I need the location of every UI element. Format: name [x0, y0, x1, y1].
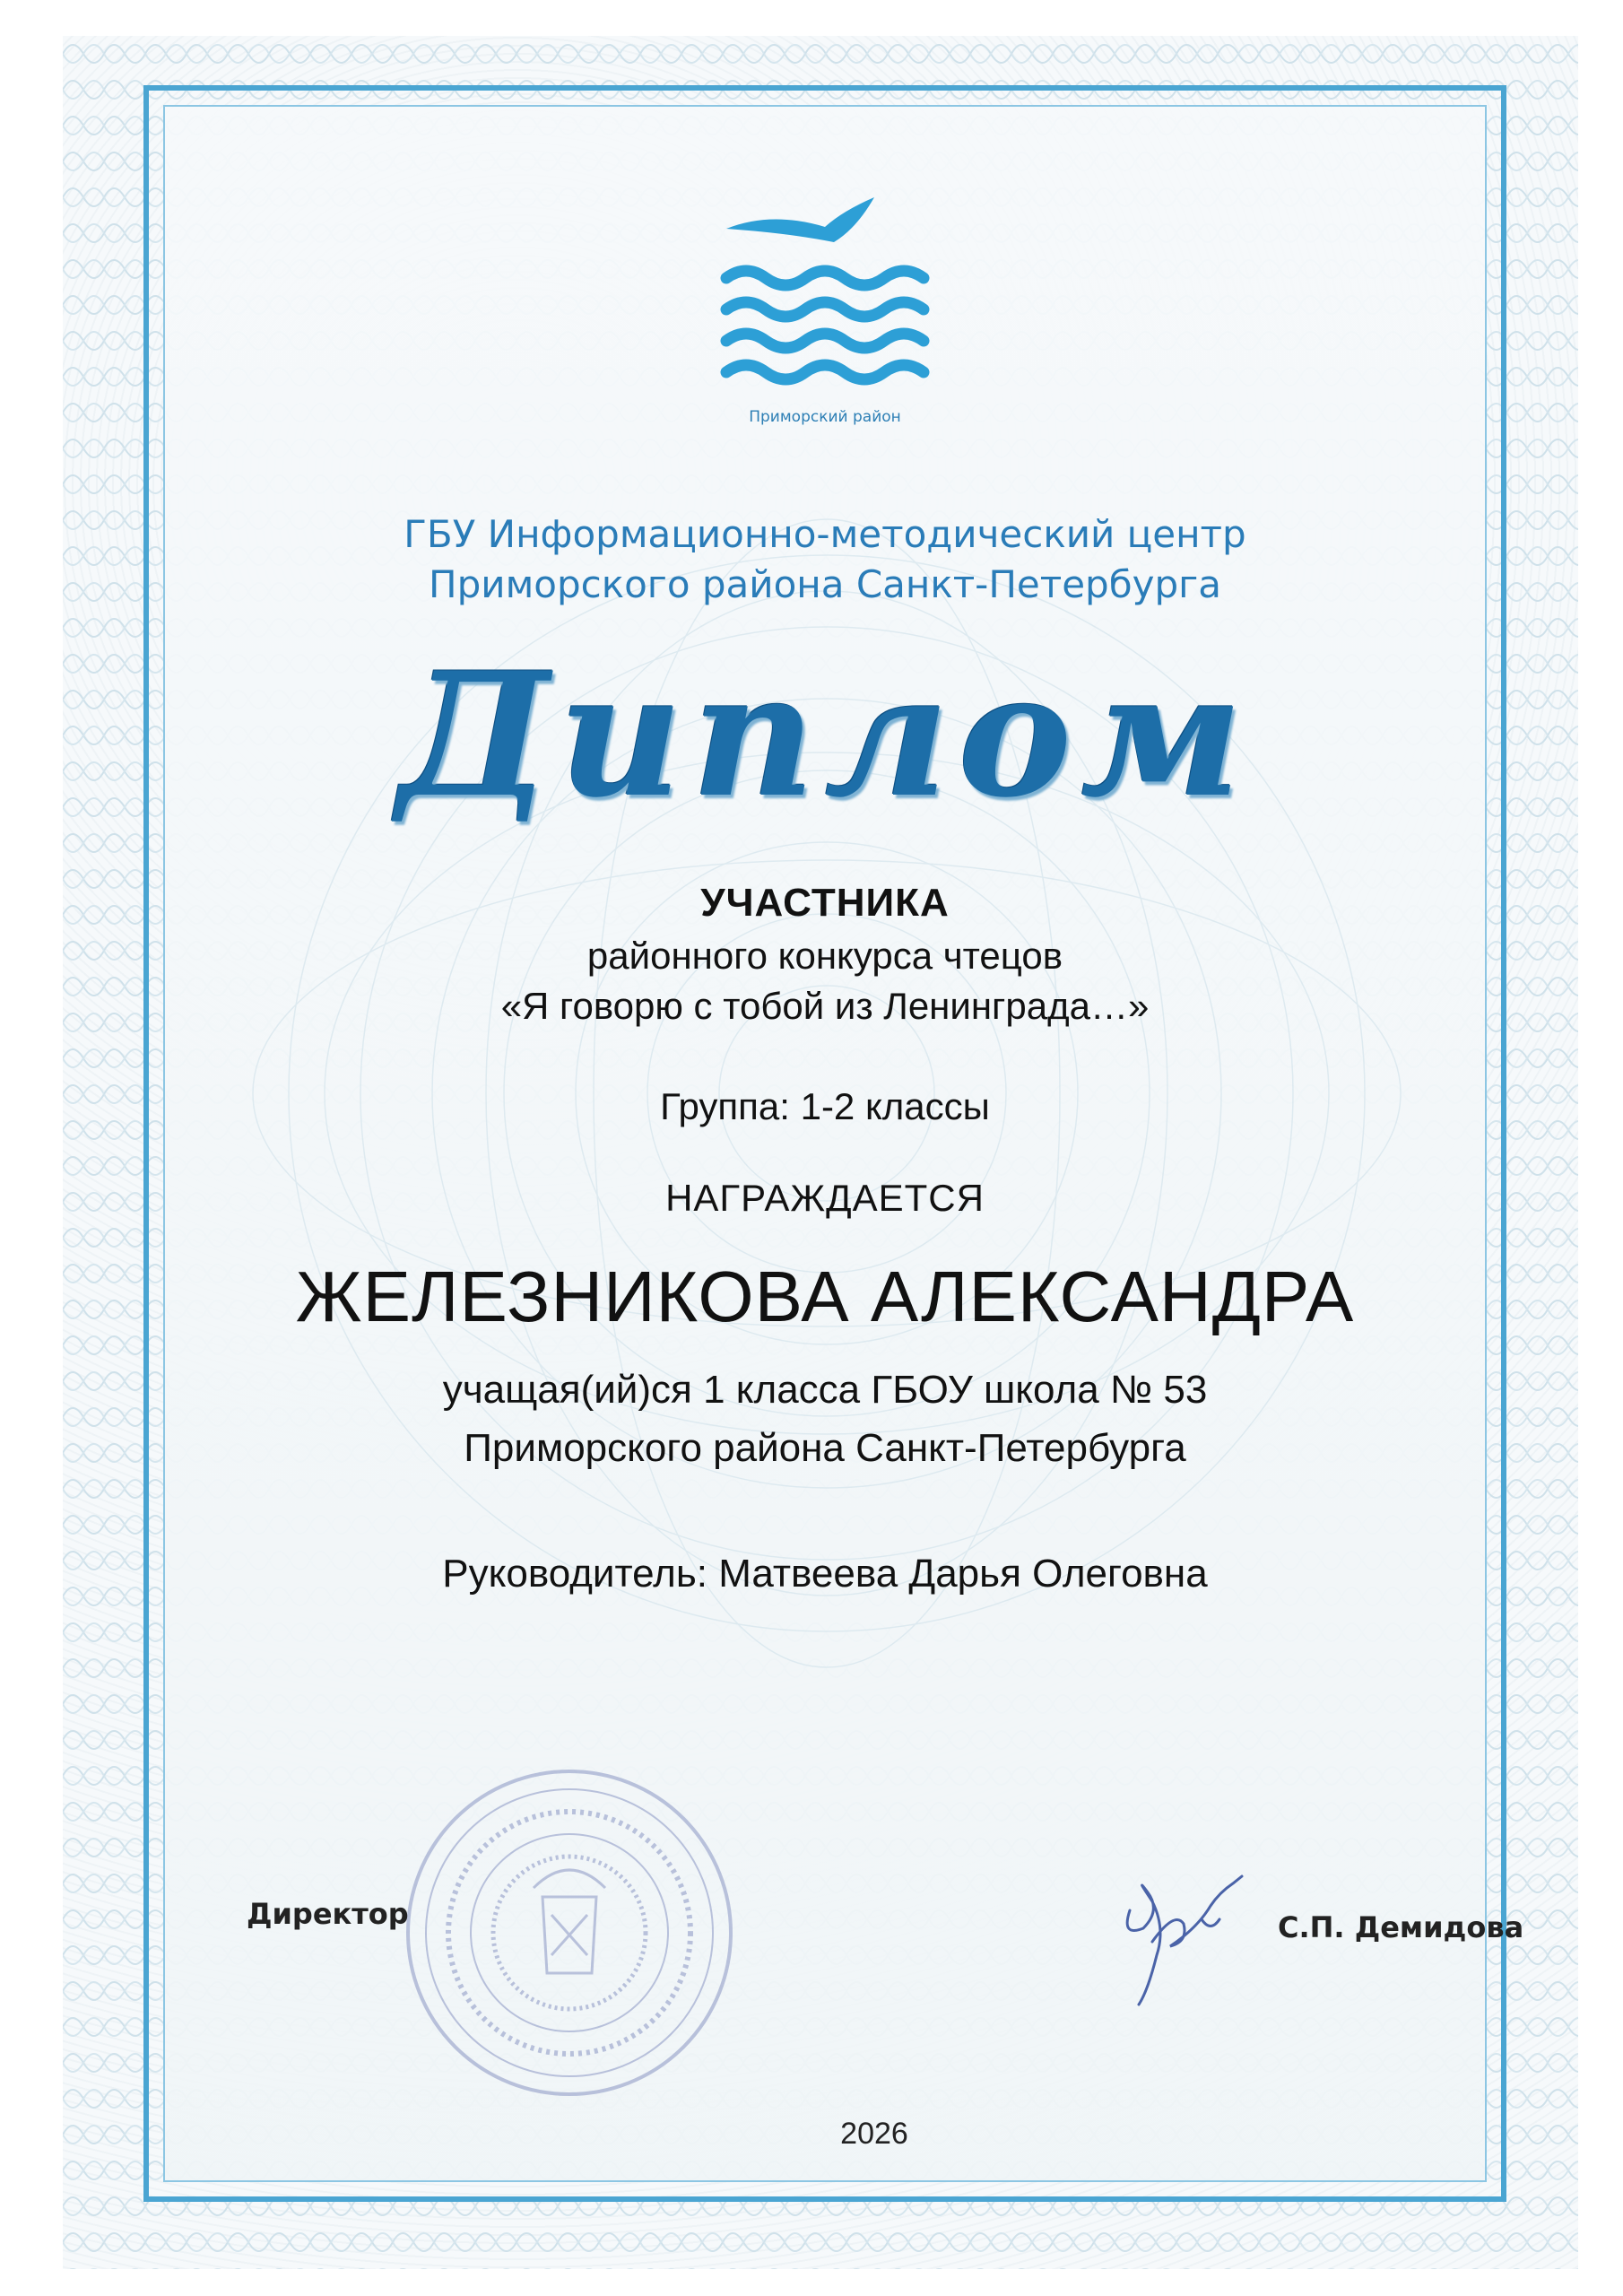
logo-caption: Приморский район: [749, 408, 901, 426]
handwritten-signature-icon: [1112, 1857, 1255, 2009]
contest-type: районного конкурса чтецов: [586, 935, 1063, 977]
organization-line-1: ГБУ Информационно-методический центр: [404, 512, 1246, 556]
recipient-name: ЖЕЛЕЗНИКОВА АЛЕКСАНДРА: [295, 1257, 1355, 1336]
awarded-label: НАГРАЖДАЕТСЯ: [665, 1177, 985, 1219]
organization-line-2: Приморского района Санкт-Петербурга: [429, 562, 1221, 606]
diploma-sheet: [63, 36, 1578, 2269]
recipient-district: Приморского района Санкт-Петербурга: [464, 1426, 1186, 1470]
issue-year: 2026: [840, 2117, 908, 2151]
participant-role: УЧАСТНИКА: [700, 881, 950, 925]
contest-name: «Я говорю с тобой из Ленинграда…»: [500, 985, 1150, 1027]
signer-name: С.П. Демидова: [1278, 1910, 1524, 1944]
recipient-school: учащая(ий)ся 1 класса ГБОУ школа № 53: [442, 1368, 1208, 1412]
round-seal-icon: [399, 1762, 740, 2103]
seagull-waves-icon: [708, 193, 942, 399]
district-logo: [708, 193, 942, 435]
contest-group: Группа: 1-2 классы: [660, 1085, 990, 1127]
document-title: Диплом: [398, 635, 1252, 835]
director-label: Директор: [247, 1897, 409, 1931]
supervisor: Руководитель: Матвеева Дарья Олеговна: [442, 1552, 1208, 1596]
